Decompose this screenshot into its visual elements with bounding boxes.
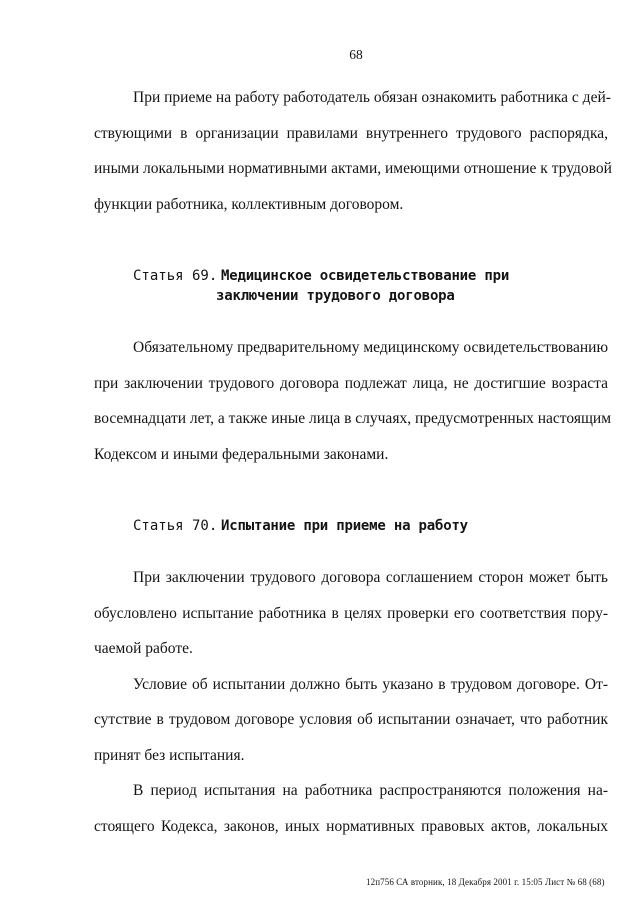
article-69-title-line2: заключении трудового договора [216,288,455,304]
paragraph-line: при заключении трудового договора подлежат лица, не достигшие возраста [94,375,608,392]
paragraph-line: иными локальными нормативными актами, имеющими отношение к трудовой [94,160,612,177]
paragraph-line: принят без испытания. [94,747,245,764]
article-70-prefix: Статья 70. [133,518,218,534]
paragraph-line: В период испытания на работника распространяются положения на- [133,782,608,799]
paragraph-line: стоящего Кодекса, законов, иных нормативных правовых актов, локальных [94,818,608,835]
paragraph-line: сутствие в трудовом договоре условия об испытании означает, что работник [94,711,608,728]
paragraph-line: чаемой работе. [94,640,193,657]
article-70-heading [133,516,468,536]
article-69-prefix: Статья 69. [133,268,218,284]
paragraph-line: Условие об испытании должно быть указано в трудовом договоре. От- [133,676,608,693]
paragraph-line: восемнадцати лет, а также иные лица в случаях, предусмотренных настоящим [94,410,612,427]
paragraph-line: При заключении трудового договора соглашением сторон может быть [133,569,608,586]
article-69-heading-line2 [216,286,455,306]
article-69-title-line1: Медицинское освидетельствование при [221,268,510,284]
page-footer: 12п756 СА вторник, 18 Декабря 2001 г. 15:05 Лист № 68 (68) [366,877,605,887]
paragraph-line: Обязательному предварительному медицинскому освидетельствованию [133,339,609,356]
paragraph-line: обусловлено испытание работника в целях проверки его соответствия пору- [94,605,608,622]
article-69-heading [133,266,509,286]
paragraph-line: При приеме на работу работодатель обязан ознакомить работника с дей- [133,89,611,106]
page-number: 68 [349,47,363,62]
paragraph-line: функции работника, коллективным договором. [94,196,404,213]
paragraph-line: ствующими в организации правилами внутреннего трудового распорядка, [94,125,608,142]
article-70-title: Испытание при приеме на работу [221,518,468,534]
paragraph-line: Кодексом и иными федеральными законами. [94,446,389,463]
